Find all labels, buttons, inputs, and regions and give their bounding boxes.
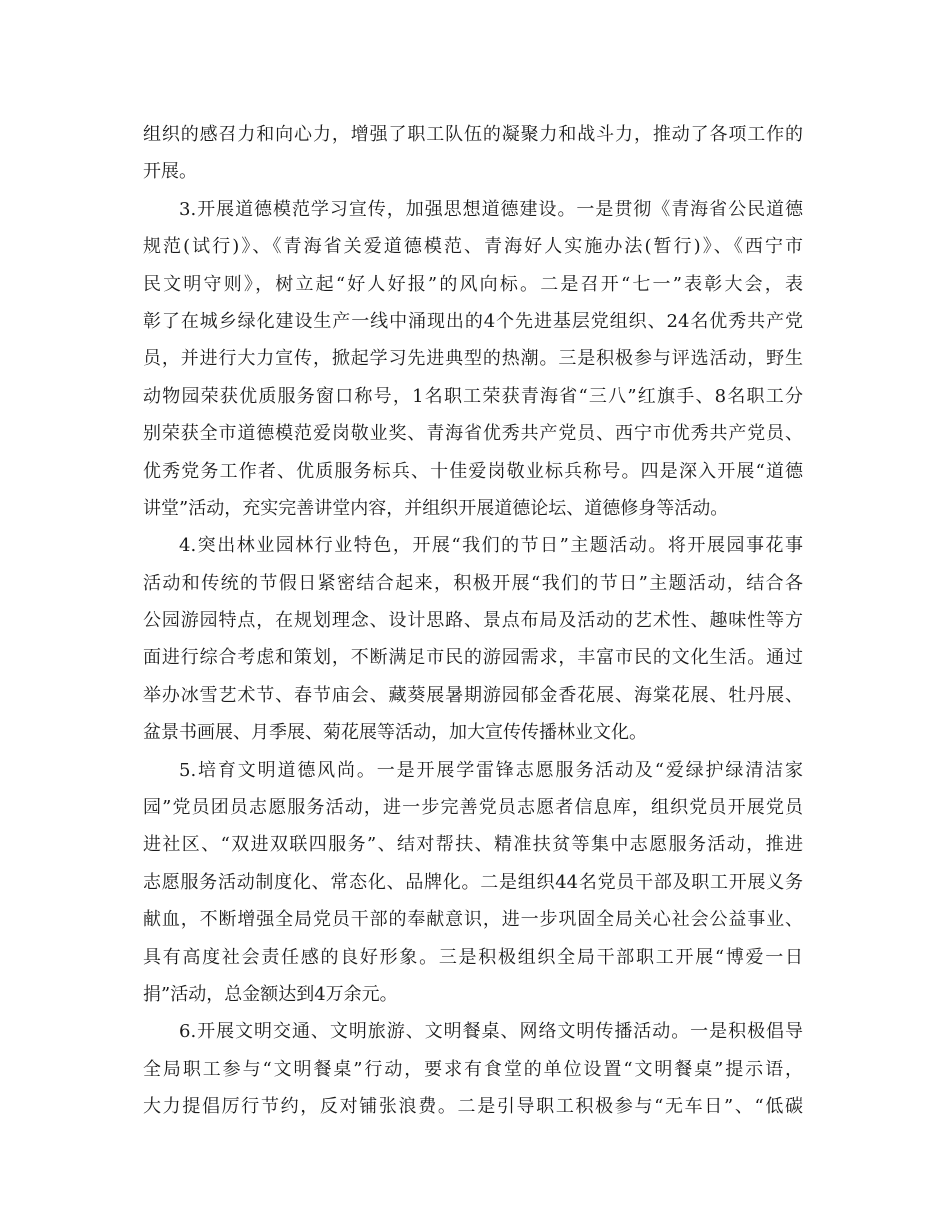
text-line: 举办冰雪艺术节、春节庙会、藏葵展暑期游园郁金香花展、海棠花展、牡丹展、 — [143, 684, 803, 706]
text-line: 活动和传统的节假日紧密结合起来，积极开展“我们的节日”主题活动，结合各 — [143, 572, 803, 594]
text-line: 献血，不断增强全局党员干部的奉献意识，进一步巩固全局关心社会公益事业、 — [143, 909, 803, 931]
text-line: 员，并进行大力宣传，掀起学习先进典型的热潮。三是积极参与评选活动，野生 — [143, 348, 803, 370]
text-line: 志愿服务活动制度化、常态化、品牌化。二是组织44名党员干部及职工开展义务 — [143, 871, 803, 893]
text-line: 动物园荣获优质服务窗口称号，1名职工荣获青海省“三八”红旗手、8名职工分 — [143, 385, 803, 407]
text-line: 3.开展道德模范学习宣传，加强思想道德建设。一是贯彻《青海省公民道德 — [179, 198, 803, 220]
text-line: 开展。 — [143, 161, 197, 183]
text-line: 进社区、“双进双联四服务”、结对帮扶、精准扶贫等集中志愿服务活动，推进 — [143, 834, 803, 856]
text-line: 优秀党务工作者、优质服务标兵、十佳爱岗敬业标兵称号。四是深入开展“道德 — [143, 460, 803, 482]
text-line: 面进行综合考虑和策划，不断满足市民的游园需求，丰富市民的文化生活。通过 — [143, 647, 803, 669]
text-line: 民文明守则》，树立起“好人好报”的风向标。二是召开“七一”表彰大会，表 — [143, 273, 803, 295]
text-line: 大力提倡厉行节约，反对铺张浪费。二是引导职工积极参与“无车日”、“低碳 — [143, 1096, 803, 1118]
text-line: 规范(试行)》、《青海省关爱道德模范、青海好人实施办法(暂行)》、《西宁市 — [143, 236, 803, 258]
text-line: 6.开展文明交通、文明旅游、文明餐桌、网络文明传播活动。一是积极倡导 — [179, 1021, 803, 1043]
text-line: 园”党员团员志愿服务活动，进一步完善党员志愿者信息库，组织党员开展党员 — [143, 797, 803, 819]
document-body — [143, 116, 803, 1126]
text-line: 捐”活动，总金额达到4万余元。 — [143, 983, 398, 1005]
text-line: 具有高度社会责任感的良好形象。三是积极组织全局干部职工开展“博爱一日 — [143, 946, 803, 968]
text-line: 公园游园特点，在规划理念、设计思路、景点布局及活动的艺术性、趣味性等方 — [143, 610, 803, 632]
text-line: 组织的感召力和向心力，增强了职工队伍的凝聚力和战斗力，推动了各项工作的 — [143, 124, 803, 145]
text-line: 讲堂”活动，充实完善讲堂内容，并组织开展道德论坛、道德修身等活动。 — [143, 497, 729, 519]
text-line: 5.培育文明道德风尚。一是开展学雷锋志愿服务活动及“爱绿护绿清洁家 — [179, 759, 803, 781]
text-line: 彰了在城乡绿化建设生产一线中涌现出的4个先进基层党组织、24名优秀共产党 — [143, 310, 803, 332]
text-line: 4.突出林业园林行业特色，开展“我们的节日”主题活动。将开展园事花事 — [179, 535, 803, 557]
text-line: 盆景书画展、月季展、菊花展等活动，加大宣传传播林业文化。 — [143, 722, 647, 744]
text-line: 全局职工参与“文明餐桌”行动，要求有食堂的单位设置“文明餐桌”提示语， — [143, 1058, 803, 1080]
text-line: 别荣获全市道德模范爱岗敬业奖、青海省优秀共产党员、西宁市优秀共产党员、 — [143, 423, 803, 445]
